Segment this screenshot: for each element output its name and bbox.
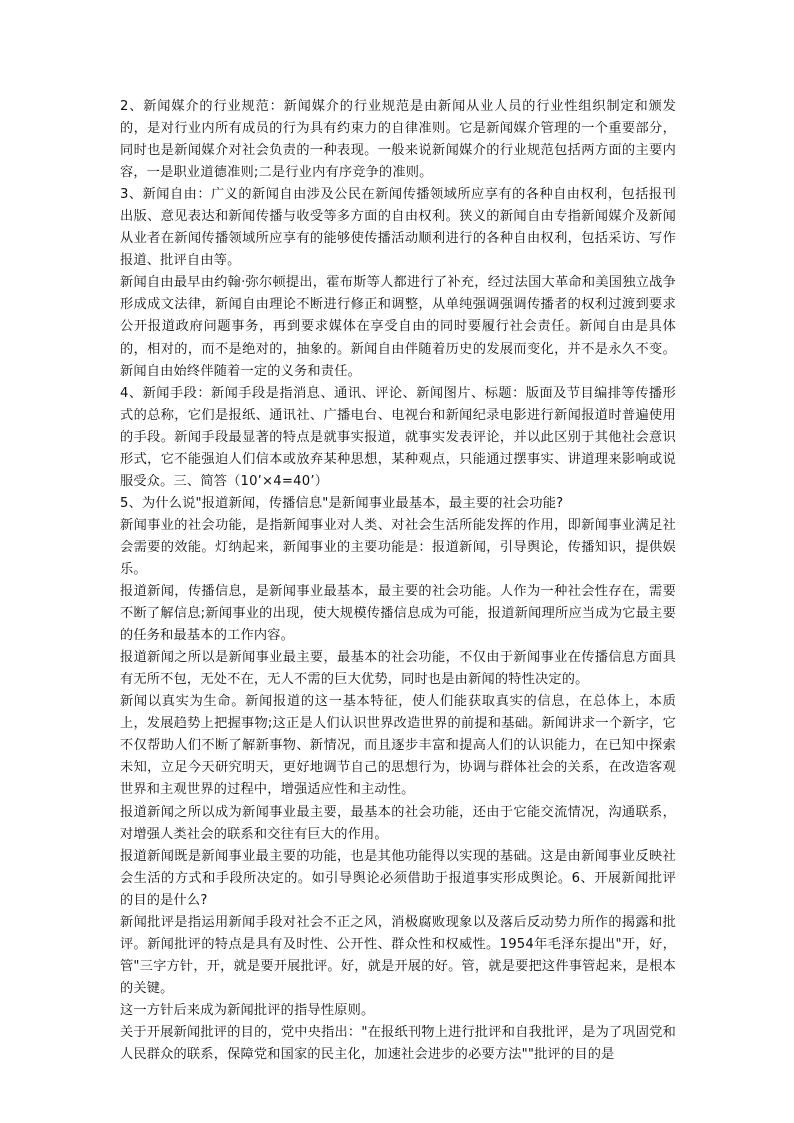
paragraph-press-freedom: 3、新闻自由：广义的新闻自由涉及公民在新闻传播领域所应享有的各种自由权利，包括报刊出版、意见表达和新闻传播与收受等多方面的自由权利。狭义的新闻自由专指新闻媒介及新闻从业者在新闻传播领域所应享有的能够使传播活动顺利进行的各种自由权利，包括采访、写作报道、批评自由等。: [120, 187, 676, 269]
paragraph-news-criticism: 新闻批评是指运用新闻手段对社会不正之风，消极腐败现象以及落后反动势力所作的揭露和批评。新闻批评的特点是具有及时性、公开性、群众性和权威性。1954年毛泽东提出"开，好，管"三字方针，开，就是要开展批评。好，就是开展的好。管，就是要把这件事管起来，是根本的关键。: [120, 914, 676, 996]
paragraph-reporting-news: 报道新闻，传播信息，是新闻事业最基本，最主要的社会功能。人作为一种社会性存在，需要不断了解信息;新闻事业的出现，使大规模传播信息成为可能，报道新闻理所应当成为它最主要的任务和最基本的工作内容。: [120, 584, 676, 644]
paragraph-reporting-reason: 报道新闻之所以是新闻事业最主要，最基本的社会功能，不仅由于新闻事业在传播信息方面具有无所不包，无处不在，无人不需的巨大优势，同时也是由新闻的特性决定的。: [120, 650, 676, 688]
paragraph-guiding-principle: 这一方针后来成为新闻批评的指导性原则。: [120, 1002, 375, 1018]
paragraph-foundation-question-6: 报道新闻既是新闻事业最主要的功能，也是其他功能得以实现的基础。这是由新闻事业反映社会生活的方式和手段所决定的。如引导舆论必须借助于报道事实形成舆论。6、开展新闻批评的目的是什么?: [120, 848, 676, 908]
document-body: [120, 96, 676, 1066]
paragraph-question-5: 5、为什么说"报道新闻，传播信息"是新闻事业最基本，最主要的社会功能?: [120, 495, 564, 511]
paragraph-press-freedom-history: 新闻自由最早由约翰·弥尔顿提出，霍布斯等人都进行了补充，经过法国大革命和美国独立战争形成成文法律，新闻自由理论不断进行修正和调整，从单纯强调强调传播者的权利过渡到要求公开报道政府问题事务，再到要求媒体在享受自由的同时要履行社会责任。新闻自由是具体的，相对的，而不是绝对的，抽象的。新闻自由伴随着历史的发展而变化，并不是永久不变。新闻自由始终伴随着一定的义务和责任。: [120, 275, 676, 379]
paragraph-news-means: 4、新闻手段：新闻手段是指消息、通讯、评论、新闻图片、标题：版面及节目编排等传播形式的总称，它们是报纸、通讯社、广播电台、电视台和新闻纪录电影进行新闻报道时普遍使用的手段。新闻手段最显著的特点是就事实报道，就事实发表评论，并以此区别于其他社会意识形式，它不能强迫人们信本或放弃某种思想，某种观点，只能通过摆事实、讲道理来影响或说服受众。三、简答（10’×4=40’）: [120, 385, 676, 489]
paragraph-truth: 新闻以真实为生命。新闻报道的这一基本特征，使人们能获取真实的信息，在总体上，本质上，发展趋势上把握事物;这正是人们认识世界改造世界的前提和基础。新闻讲求一个新字，它不仅帮助人们不断了解新事物、新情况，而且逐步丰富和提高人们的认识能力，在已知中探索未知，立足今天研究明天，更好地调节自己的思想行为，协调与群体社会的关系，在改造客观世界和主观世界的过程中，增强适应性和主动性。: [120, 694, 676, 798]
paragraph-social-function: 新闻事业的社会功能，是指新闻事业对人类、对社会生活所能发挥的作用，即新闻事业满足社会需要的效能。灯纳起来，新闻事业的主要功能是：报道新闻，引导舆论，传播知识，提供娱乐。: [120, 517, 676, 577]
paragraph-criticism-purpose: 关于开展新闻批评的目的，党中央指出："在报纸刊物上进行批评和自我批评，是为了巩固党和人民群众的联系，保障党和国家的民主化，加速社会进步的必要方法""批评的目的是: [120, 1024, 676, 1063]
paragraph-industry-norms: 2、新闻媒介的行业规范：新闻媒介的行业规范是由新闻从业人员的行业性组织制定和颁发的，是对行业内所有成员的行为具有约束力的自律准则。它是新闻媒介管理的一个重要部分，同时也是新闻媒介对社会负责的一种表现。一般来说新闻媒介的行业规范包括两方面的主要内容，一是职业道德准则;二是行业内有序竞争的准则。: [120, 99, 676, 181]
paragraph-communication: 报道新闻之所以成为新闻事业最主要，最基本的社会功能，还由于它能交流情况，沟通联系，对增强人类社会的联系和交往有巨大的作用。: [120, 804, 676, 842]
